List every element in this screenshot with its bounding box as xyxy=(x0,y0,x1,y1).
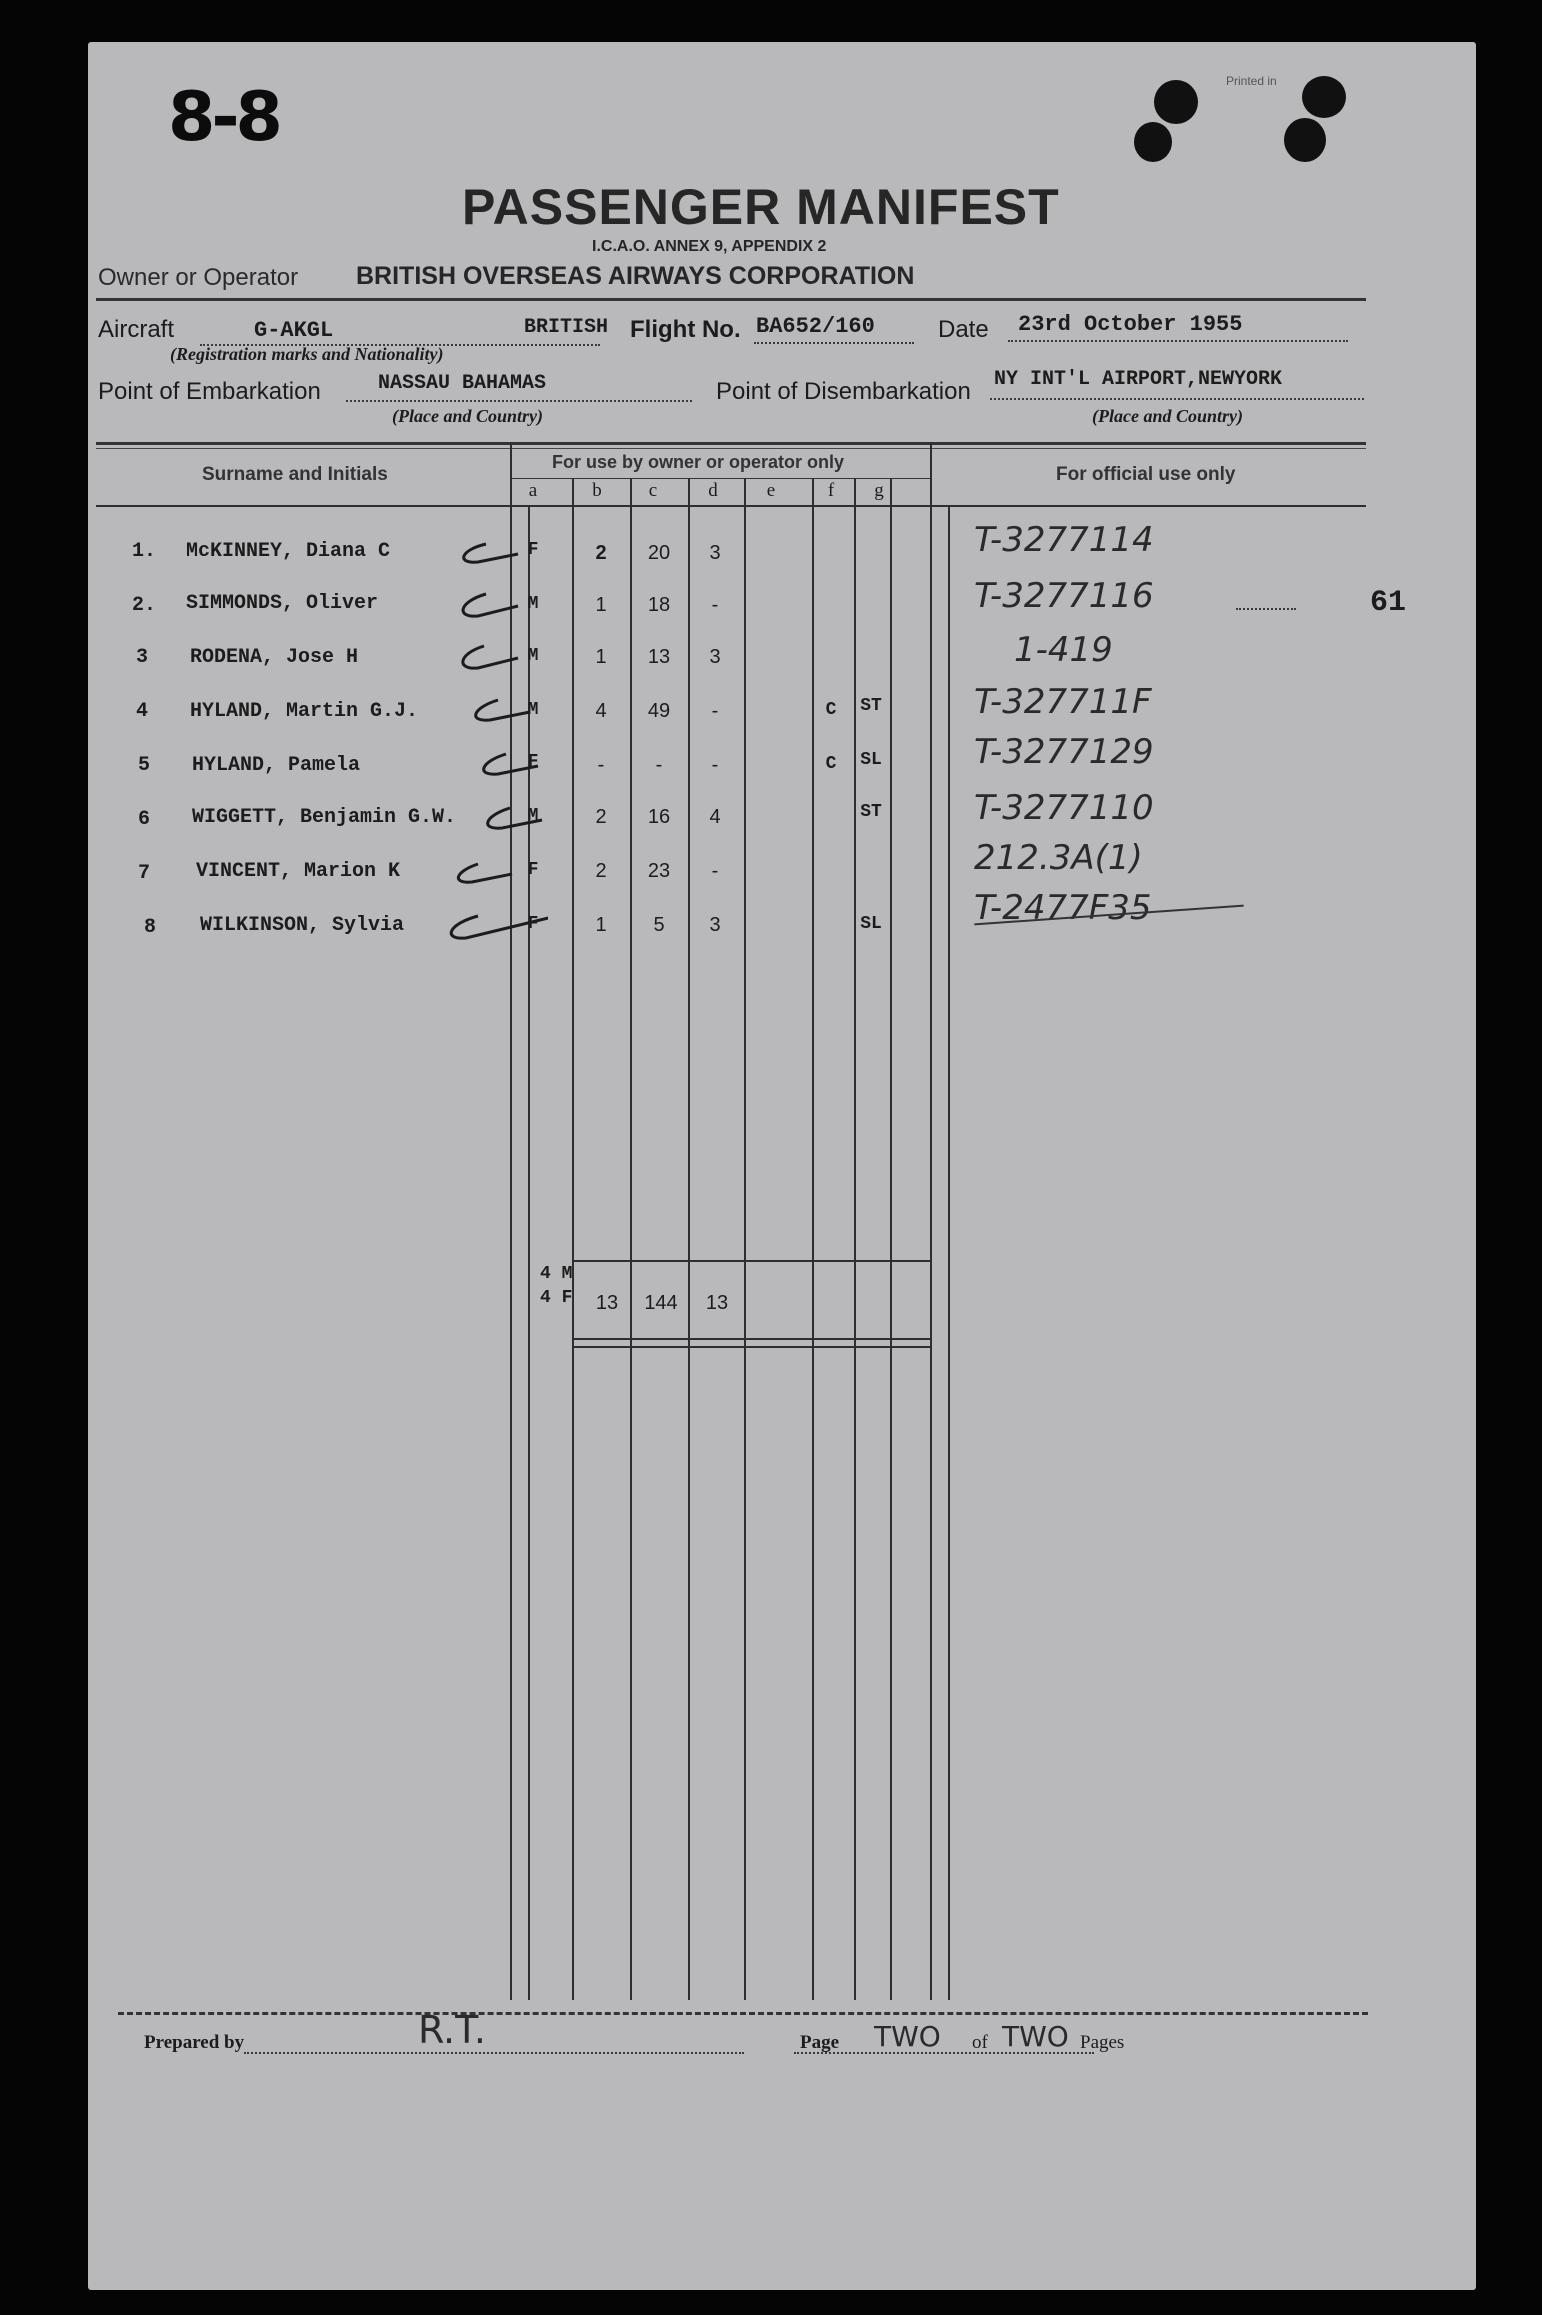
page-value: TWO xyxy=(874,2020,941,2053)
date-value: 23rd October 1955 xyxy=(1018,312,1243,337)
official-entry: 1-419 xyxy=(1014,630,1113,670)
prepared-underline xyxy=(244,2052,744,2054)
col-line xyxy=(630,478,632,2000)
passenger-name: McKINNEY, Diana C xyxy=(186,540,391,563)
disembarkation-value: NY INT'L AIRPORT,NEWYORK xyxy=(994,368,1283,391)
official-entry: T-3277110 xyxy=(974,788,1154,828)
row-number: 1. xyxy=(132,540,157,563)
cell-b: 1 xyxy=(595,914,607,936)
aircraft-nationality: BRITISH xyxy=(524,316,609,339)
cell-f: C xyxy=(825,754,837,774)
page-label: Page xyxy=(800,2032,840,2053)
page-subtitle: I.C.A.O. ANNEX 9, APPENDIX 2 xyxy=(592,238,827,255)
cell-g: SL xyxy=(860,914,882,934)
col-g-header: g xyxy=(874,480,884,501)
col-line xyxy=(948,505,950,2000)
col-line xyxy=(572,478,574,2000)
margin-dots xyxy=(1236,608,1296,610)
top-left-mark: 8-8 xyxy=(168,78,279,157)
cell-a: M xyxy=(527,594,539,614)
col-line xyxy=(930,442,932,2000)
cell-d: - xyxy=(711,754,719,776)
cell-f: C xyxy=(825,700,837,720)
embarkation-note: (Place and Country) xyxy=(392,406,543,426)
cell-d: 4 xyxy=(709,806,721,828)
col-f-header: f xyxy=(827,480,835,501)
totals-female: 4 F xyxy=(540,1288,573,1308)
embarkation-underline xyxy=(346,400,692,402)
column-letter-rule xyxy=(96,505,1366,507)
totals-male: 4 M xyxy=(540,1264,573,1284)
aircraft-note: (Registration marks and Nationality) xyxy=(170,344,444,364)
cell-a: F xyxy=(527,752,539,772)
passenger-name: WIGGETT, Benjamin G.W. xyxy=(192,806,457,829)
cell-d: 3 xyxy=(709,542,721,564)
cell-d: 3 xyxy=(709,646,721,668)
cell-c: - xyxy=(655,754,663,776)
cell-b: 2 xyxy=(595,806,607,828)
totals-double-rule xyxy=(572,1346,930,1348)
margin-number: 61 xyxy=(1370,586,1407,620)
aircraft-value: G-AKGL xyxy=(254,318,334,343)
cell-a: M xyxy=(527,700,539,720)
passenger-name: RODENA, Jose H xyxy=(190,646,359,669)
page-underline xyxy=(794,2052,1094,2054)
row-number: 2. xyxy=(132,594,157,617)
cell-d: - xyxy=(711,860,719,882)
cell-c: 13 xyxy=(647,646,671,668)
owner-columns-header: For use by owner or operator only xyxy=(552,452,845,472)
cell-g: SL xyxy=(860,750,882,770)
cell-a: F xyxy=(527,860,539,880)
cell-c: 5 xyxy=(653,914,665,936)
rule xyxy=(96,298,1366,301)
disembarkation-note: (Place and Country) xyxy=(1092,406,1243,426)
cell-a: F xyxy=(527,540,539,560)
flight-value: BA652/160 xyxy=(756,314,875,339)
cell-b: 2 xyxy=(595,542,607,564)
official-entry: T-327711F xyxy=(974,682,1152,722)
of-value: TWO xyxy=(1002,2020,1069,2053)
cell-a: M xyxy=(527,646,539,666)
cell-g: ST xyxy=(860,802,882,822)
row-number: 6 xyxy=(138,808,151,831)
cell-c: 49 xyxy=(647,700,671,722)
punch-hole-2 xyxy=(1134,122,1172,162)
pages-label: Pages xyxy=(1080,2032,1125,2053)
cell-c: 23 xyxy=(647,860,671,882)
passenger-name: SIMMONDS, Oliver xyxy=(186,592,379,615)
row-number: 5 xyxy=(138,754,151,777)
cell-d: - xyxy=(711,700,719,722)
row-number: 7 xyxy=(138,862,151,885)
cell-b: - xyxy=(597,754,605,776)
table-top-rule xyxy=(96,442,1366,445)
totals-d: 13 xyxy=(705,1292,729,1314)
of-label: of xyxy=(972,2032,988,2053)
cell-c: 18 xyxy=(647,594,671,616)
official-entry: T-2477F35 xyxy=(974,888,1152,928)
check-marks xyxy=(438,522,548,982)
footer-rule xyxy=(118,2012,1368,2015)
disembarkation-underline xyxy=(990,398,1364,400)
col-d-header: d xyxy=(708,480,718,501)
cell-a: F xyxy=(527,914,539,934)
punch-hole-3 xyxy=(1302,76,1346,118)
passenger-name: HYLAND, Pamela xyxy=(192,754,361,777)
date-underline xyxy=(1008,340,1348,342)
printer-note: Printed in xyxy=(1226,74,1277,88)
name-column-header: Surname and Initials xyxy=(202,464,388,485)
official-entry: T-3277114 xyxy=(974,520,1154,560)
punch-hole-1 xyxy=(1154,80,1198,124)
prepared-label: Prepared by xyxy=(144,2032,245,2053)
date-label: Date xyxy=(938,316,989,343)
passenger-name: WILKINSON, Sylvia xyxy=(200,914,405,937)
flight-underline xyxy=(754,342,914,344)
cell-c: 20 xyxy=(647,542,671,564)
col-line xyxy=(688,478,690,2000)
totals-top-rule xyxy=(572,1260,930,1262)
totals-b: 13 xyxy=(595,1292,619,1314)
passenger-name: HYLAND, Martin G.J. xyxy=(190,700,419,723)
cell-a: M xyxy=(527,806,539,826)
cell-b: 1 xyxy=(595,594,607,616)
disembarkation-label: Point of Disembarkation xyxy=(716,378,971,405)
col-e-header: e xyxy=(766,480,776,501)
cell-c: 16 xyxy=(647,806,671,828)
row-number: 3 xyxy=(136,646,149,669)
page-title: PASSENGER MANIFEST xyxy=(462,179,1060,235)
owner-value: BRITISH OVERSEAS AIRWAYS CORPORATION xyxy=(356,262,915,290)
official-entry: T-3277129 xyxy=(974,732,1154,772)
table-top-rule-2 xyxy=(96,448,1366,449)
manifest-sheet xyxy=(88,42,1476,2290)
aircraft-label: Aircraft xyxy=(98,316,175,343)
prepared-value: R.T. xyxy=(418,2008,486,2052)
cell-g: ST xyxy=(860,696,882,716)
embarkation-value: NASSAU BAHAMAS xyxy=(378,372,547,395)
cell-d: 3 xyxy=(709,914,721,936)
cell-b: 2 xyxy=(595,860,607,882)
punch-hole-4 xyxy=(1284,118,1326,162)
row-number: 8 xyxy=(144,916,157,939)
owner-label: Owner or Operator xyxy=(98,264,299,291)
col-b-header: b xyxy=(592,480,602,501)
col-c-header: c xyxy=(648,480,658,501)
passenger-name: VINCENT, Marion K xyxy=(196,860,401,883)
col-a-header: a xyxy=(528,480,538,501)
official-entry: T-3277116 xyxy=(974,576,1154,616)
flight-label: Flight No. xyxy=(630,316,741,343)
official-column-header: For official use only xyxy=(1056,464,1236,485)
row-number: 4 xyxy=(136,700,149,723)
col-line xyxy=(744,478,746,2000)
totals-double-rule xyxy=(572,1338,930,1340)
cell-b: 4 xyxy=(595,700,607,722)
cell-b: 1 xyxy=(595,646,607,668)
official-entry: 212.3A(1) xyxy=(974,838,1143,878)
cell-d: - xyxy=(711,594,719,616)
totals-c: 144 xyxy=(644,1292,678,1314)
embarkation-label: Point of Embarkation xyxy=(98,378,321,405)
